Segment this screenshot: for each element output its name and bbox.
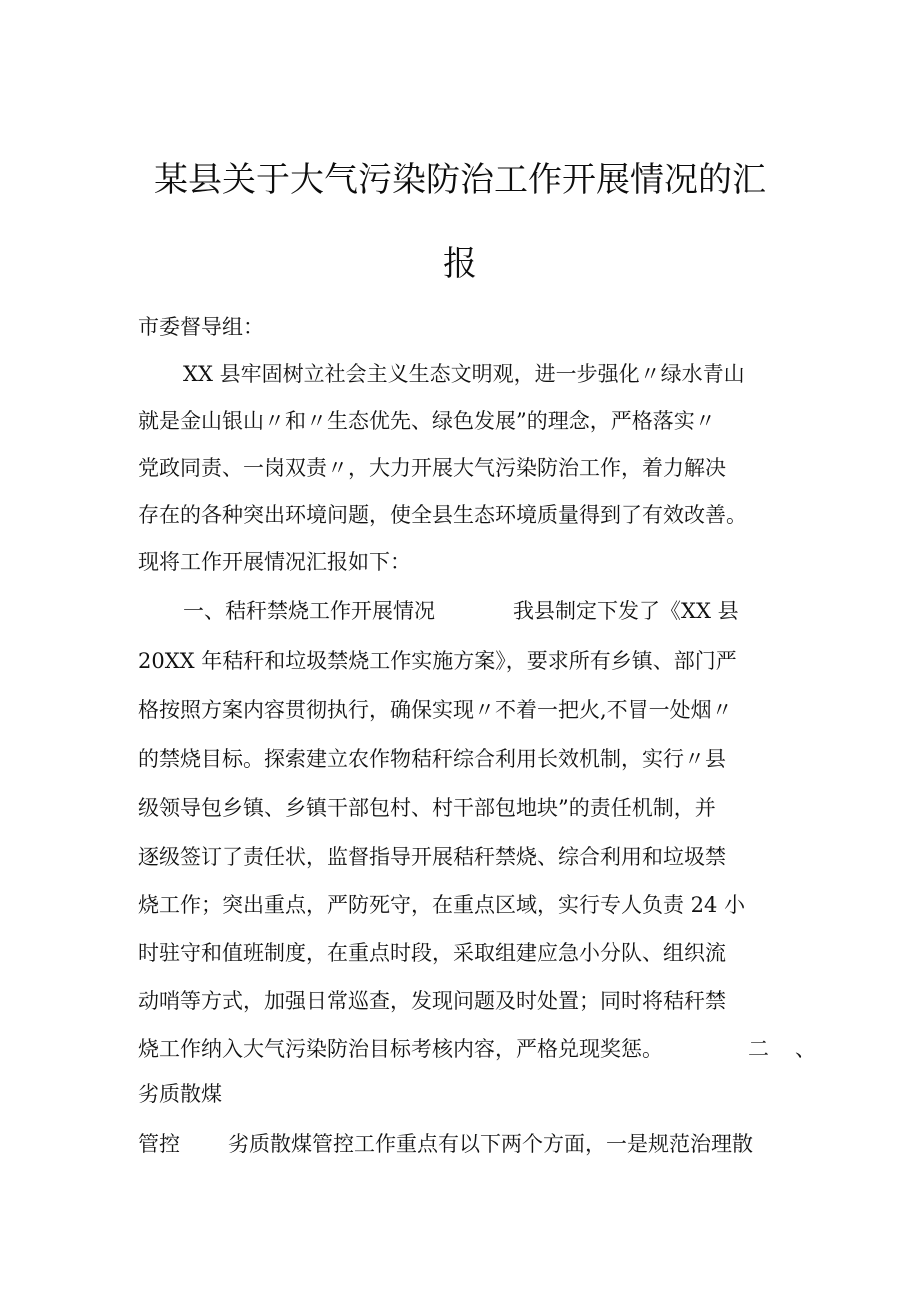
section-heading-2-part2: 管控 — [138, 1132, 180, 1156]
section-heading-2-comma: 、 — [795, 1037, 816, 1061]
section-heading-2-number: 二 — [748, 1037, 769, 1061]
paragraph-text: 我县制定下发了《XX 县 — [513, 599, 739, 623]
paragraph-text: 动哨等方式，加强日常巡查，发现问题及时处置；同时将秸秆禁 — [138, 989, 726, 1013]
document-title-line-1: 某县关于大气污染防治工作开展情况的汇 — [154, 160, 766, 200]
paragraph-text: 烧工作纳入大气污染防治目标考核内容，严格兑现奖惩。 — [138, 1037, 663, 1061]
paragraph-text: XX 县牢固树立社会主义生态文明观，进一步强化〃绿水青山 — [183, 362, 745, 386]
section-heading-2-part1: 劣质散煤 — [138, 1082, 222, 1106]
paragraph-text: 就是金山银山〃和〃生态优先、绿色发展”的理念，严格落实〃 — [138, 409, 716, 433]
paragraph-text: 党政同责、一岗双责〃，大力开展大气污染防治工作，着力解决 — [138, 456, 726, 480]
paragraph-text: 烧工作；突出重点，严防死守，在重点区域，实行专人负责 24 小 — [138, 893, 746, 917]
paragraph-text: 逐级签订了责任状，监督指导开展秸秆禁烧、综合利用和垃圾禁 — [138, 845, 726, 869]
section-heading-1: 一、秸秆禁烧工作开展情况 — [183, 599, 435, 623]
paragraph-text: 的禁烧目标。探索建立农作物秸秆综合利用长效机制，实行〃县 — [138, 747, 726, 771]
paragraph-text: 存在的各种突出环境问题，使全县生态环境质量得到了有效改善。 — [138, 503, 747, 527]
paragraph-text: 时驻守和值班制度，在重点时段，采取组建应急小分队、组织流 — [138, 941, 726, 965]
document-title-line-2: 报 — [443, 244, 477, 284]
salutation: 市委督导组： — [138, 315, 264, 339]
paragraph-text: 劣质散煤管控工作重点有以下两个方面，一是规范治理散 — [228, 1132, 753, 1156]
paragraph-text: 现将工作开展情况汇报如下： — [138, 550, 411, 574]
paragraph-text: 20XX 年秸秆和垃圾禁烧工作实施方案》，要求所有乡镇、部门严 — [138, 649, 737, 673]
paragraph-text: 格按照方案内容贯彻执行，确保实现〃不着一把火,不冒一处烟〃 — [138, 698, 733, 722]
paragraph-text: 级领导包乡镇、乡镇干部包村、村干部包地块”的责任机制，并 — [138, 796, 716, 820]
